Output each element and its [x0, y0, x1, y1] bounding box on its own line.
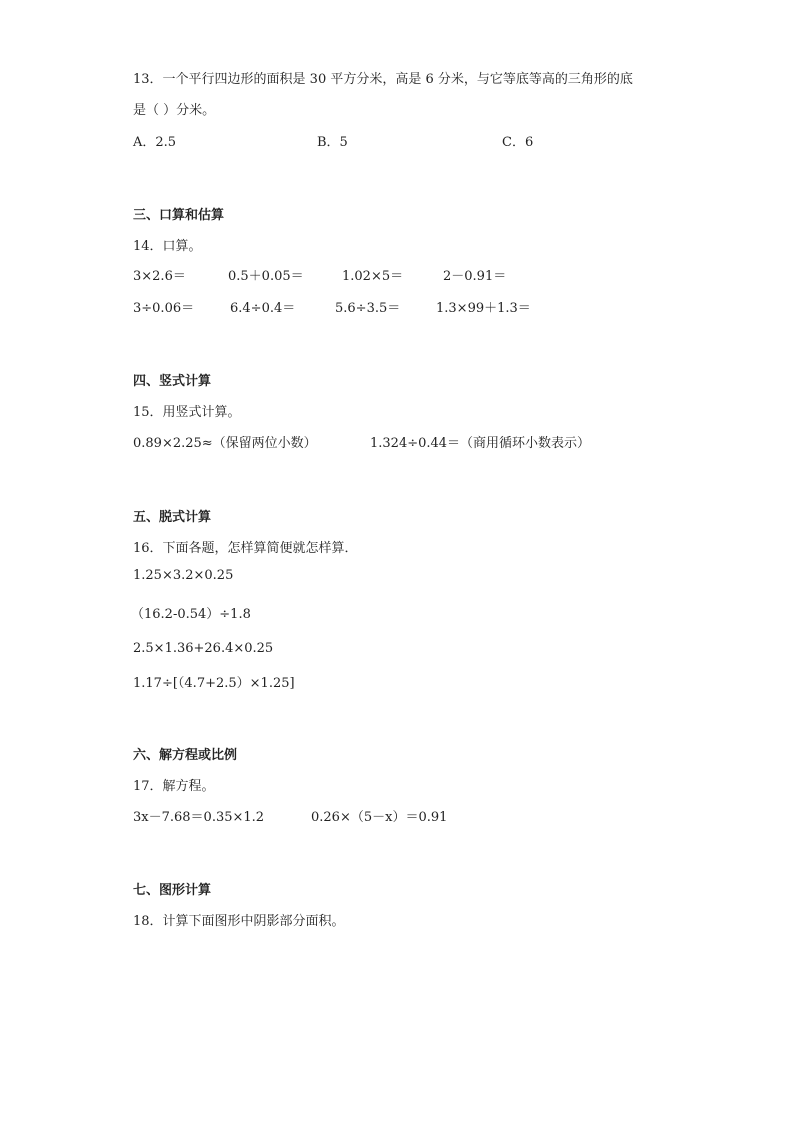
q16-title: 16．下面各题，怎样算简便就怎样算． — [133, 541, 358, 556]
q14-item: 6.4÷0.4＝ — [230, 301, 296, 316]
q16-item: 1.17÷[（4.7+2.5）×1.25] — [133, 676, 295, 691]
q17-item: 0.26×（5－x）＝0.91 — [311, 810, 448, 825]
q14-item: 3×2.6＝ — [133, 269, 186, 284]
q14-item: 2－0.91＝ — [443, 269, 507, 284]
q13-option-c: C．6 — [502, 135, 534, 150]
q15-item: 1.324÷0.44＝（商用循环小数表示） — [370, 436, 591, 451]
q14-item: 1.02×5＝ — [342, 269, 404, 284]
q13-option-b: B．5 — [317, 135, 348, 150]
q13-text-line2: 是（ ）分米。 — [133, 103, 216, 118]
q18-title: 18．计算下面图形中阴影部分面积。 — [133, 914, 345, 929]
q17-title: 17．解方程。 — [133, 779, 215, 794]
q14-item: 0.5＋0.05＝ — [228, 269, 304, 284]
q15-title: 15．用竖式计算。 — [133, 405, 241, 420]
q13-text-line1: 13．一个平行四边形的面积是 30 平方分米，高是 6 分米，与它等底等高的三角形的底 — [133, 72, 633, 87]
section-title-3: 三、口算和估算 — [133, 208, 225, 223]
q13-option-a: A．2.5 — [133, 135, 177, 150]
q17-item: 3x－7.68＝0.35×1.2 — [133, 810, 265, 825]
section-title-6: 六、解方程或比例 — [133, 748, 238, 763]
section-title-7: 七、图形计算 — [133, 883, 212, 898]
q14-item: 1.3×99＋1.3＝ — [436, 301, 531, 316]
section-title-5: 五、脱式计算 — [133, 510, 212, 525]
q16-item: （16.2-0.54）÷1.8 — [131, 607, 251, 622]
q16-item: 2.5×1.36+26.4×0.25 — [133, 641, 274, 656]
q16-item: 1.25×3.2×0.25 — [133, 568, 234, 583]
q15-item: 0.89×2.25≈（保留两位小数） — [133, 436, 317, 451]
q14-item: 3÷0.06＝ — [133, 301, 195, 316]
section-title-4: 四、竖式计算 — [133, 374, 212, 389]
q14-title: 14．口算。 — [133, 239, 202, 254]
q14-item: 5.6÷3.5＝ — [335, 301, 401, 316]
